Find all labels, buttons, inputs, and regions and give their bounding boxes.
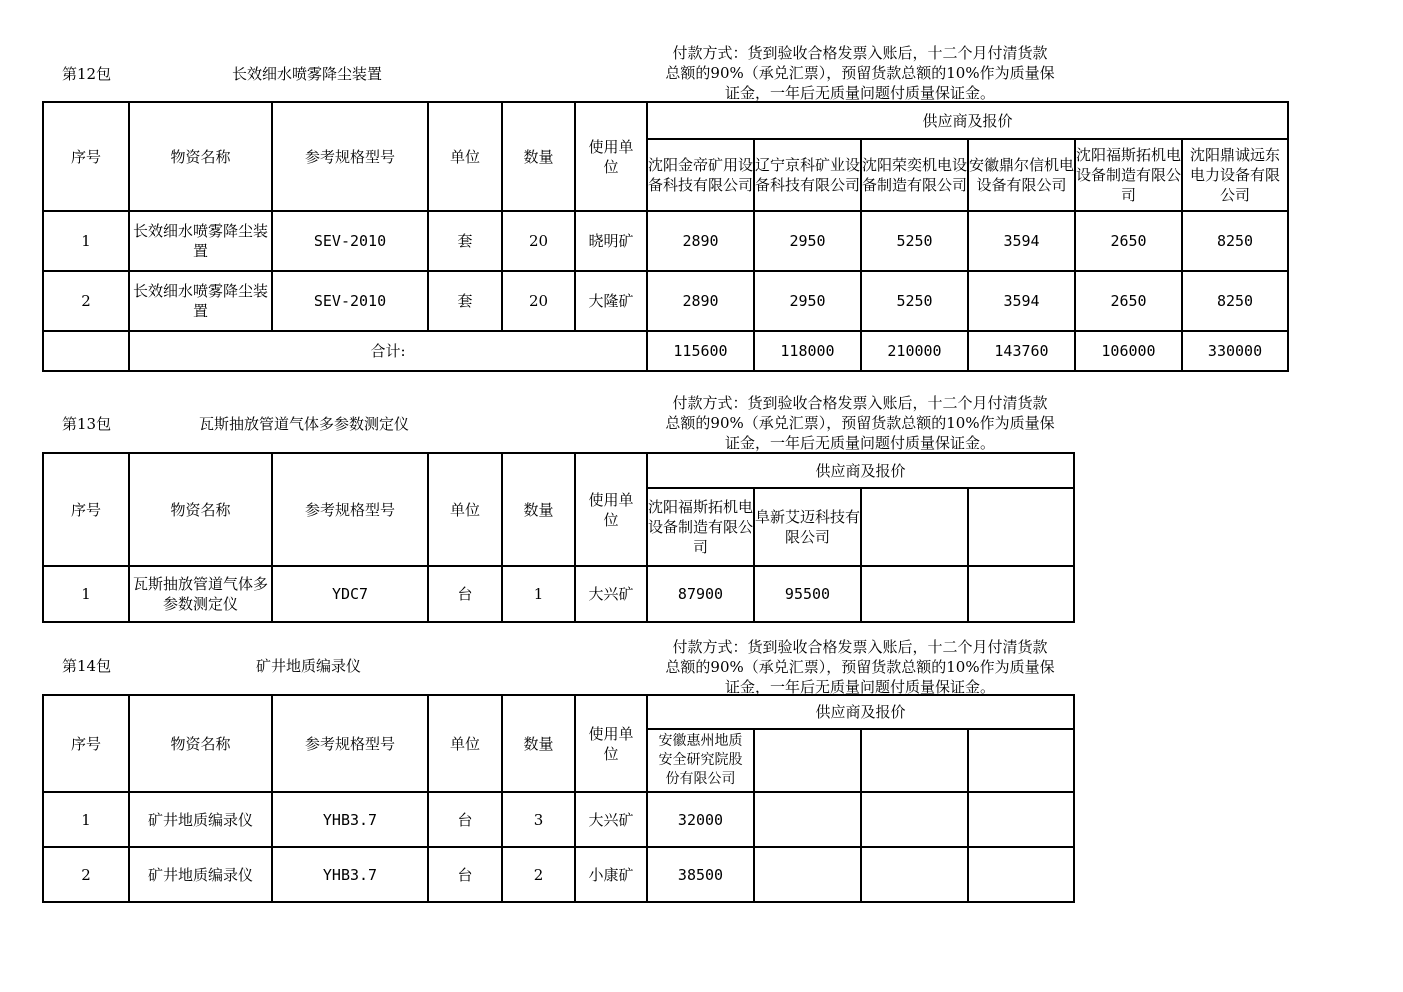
header-unit: 单位 bbox=[428, 102, 502, 211]
supplier-name bbox=[968, 729, 1074, 792]
header-supplier-group: 供应商及报价 bbox=[647, 453, 1074, 488]
header-user: 使用单位 bbox=[575, 695, 647, 792]
header-qty: 数量 bbox=[502, 453, 575, 566]
payment-line: 付款方式：货到验收合格发票入账后，十二个月付清货款 bbox=[672, 394, 1048, 412]
payment-line: 付款方式：货到验收合格发票入账后，十二个月付清货款 bbox=[672, 638, 1048, 656]
row-user: 大兴矿 bbox=[575, 566, 647, 622]
table-row bbox=[43, 271, 1288, 331]
row-qty: 1 bbox=[502, 566, 575, 622]
supplier-name: 安徽鼎尔信机电设备有限公司 bbox=[968, 139, 1075, 211]
row-price bbox=[861, 847, 968, 902]
row-user: 晓明矿 bbox=[575, 211, 647, 271]
header-spec: 参考规格型号 bbox=[272, 102, 428, 211]
row-user: 大兴矿 bbox=[575, 792, 647, 847]
row-price: 2950 bbox=[754, 211, 861, 271]
row-name: 矿井地质编录仪 bbox=[129, 792, 272, 847]
header-seq: 序号 bbox=[43, 102, 129, 211]
row-unit: 台 bbox=[428, 847, 502, 902]
header-unit: 单位 bbox=[428, 453, 502, 566]
package-14-table bbox=[42, 694, 1075, 903]
supplier-name: 沈阳福斯拓机电设备制造有限公司 bbox=[647, 488, 754, 566]
row-price: 8250 bbox=[1182, 211, 1288, 271]
row-seq: 1 bbox=[43, 792, 129, 847]
row-spec: YHB3.7 bbox=[272, 847, 428, 902]
payment-line: 证金，一年后无质量问题付质量保证金。 bbox=[724, 84, 995, 102]
row-spec: YHB3.7 bbox=[272, 792, 428, 847]
row-price bbox=[754, 847, 861, 902]
payment-line: 付款方式：货到验收合格发票入账后，十二个月付清货款 bbox=[672, 44, 1048, 62]
row-price: 8250 bbox=[1182, 271, 1288, 331]
row-qty: 2 bbox=[502, 847, 575, 902]
row-price: 2950 bbox=[754, 271, 861, 331]
row-price bbox=[754, 792, 861, 847]
table-row bbox=[43, 847, 1074, 902]
header-supplier-group: 供应商及报价 bbox=[647, 102, 1288, 139]
row-price: 95500 bbox=[754, 566, 861, 622]
row-name: 瓦斯抽放管道气体多参数测定仪 bbox=[129, 566, 272, 622]
total-value: 143760 bbox=[968, 331, 1075, 371]
total-row bbox=[43, 331, 1288, 371]
header-seq: 序号 bbox=[43, 453, 129, 566]
row-price: 32000 bbox=[647, 792, 754, 847]
row-price: 38500 bbox=[647, 847, 754, 902]
package-13-payment-terms bbox=[648, 393, 1072, 452]
total-blank-cell bbox=[43, 331, 129, 371]
row-price: 2650 bbox=[1075, 211, 1182, 271]
row-seq: 2 bbox=[43, 271, 129, 331]
row-price: 87900 bbox=[647, 566, 754, 622]
header-unit: 单位 bbox=[428, 695, 502, 792]
supplier-name bbox=[968, 488, 1074, 566]
payment-line: 总额的90%（承兑汇票），预留货款总额的10%作为质量保 bbox=[665, 414, 1055, 432]
supplier-name: 安徽惠州地质安全研究院股份有限公司 bbox=[647, 729, 754, 792]
row-qty: 3 bbox=[502, 792, 575, 847]
row-price: 2650 bbox=[1075, 271, 1182, 331]
row-price bbox=[968, 847, 1074, 902]
supplier-name: 沈阳荣奕机电设备制造有限公司 bbox=[861, 139, 968, 211]
total-value: 118000 bbox=[754, 331, 861, 371]
row-unit: 套 bbox=[428, 271, 502, 331]
row-price bbox=[968, 566, 1074, 622]
payment-line: 证金，一年后无质量问题付质量保证金。 bbox=[724, 678, 995, 696]
package-12-label: 第12包 bbox=[62, 65, 112, 83]
total-value: 106000 bbox=[1075, 331, 1182, 371]
supplier-name: 阜新艾迈科技有限公司 bbox=[754, 488, 861, 566]
package-13-table bbox=[42, 452, 1075, 623]
supplier-name: 辽宁京科矿业设备科技有限公司 bbox=[754, 139, 861, 211]
header-user: 使用单位 bbox=[575, 453, 647, 566]
total-value: 330000 bbox=[1182, 331, 1288, 371]
row-name: 长效细水喷雾降尘装置 bbox=[129, 271, 272, 331]
supplier-name bbox=[861, 729, 968, 792]
row-price: 3594 bbox=[968, 211, 1075, 271]
header-user: 使用单位 bbox=[575, 102, 647, 211]
row-price: 5250 bbox=[861, 211, 968, 271]
row-seq: 1 bbox=[43, 566, 129, 622]
row-spec: SEV-2010 bbox=[272, 211, 428, 271]
supplier-name: 沈阳金帝矿用设备科技有限公司 bbox=[647, 139, 754, 211]
row-price: 5250 bbox=[861, 271, 968, 331]
payment-line: 总额的90%（承兑汇票），预留货款总额的10%作为质量保 bbox=[665, 64, 1055, 82]
row-seq: 1 bbox=[43, 211, 129, 271]
package-14-label: 第14包 bbox=[62, 657, 112, 675]
package-14-title: 矿井地质编录仪 bbox=[256, 657, 362, 675]
package-12-table bbox=[42, 101, 1289, 372]
table-row bbox=[43, 792, 1074, 847]
row-spec: YDC7 bbox=[272, 566, 428, 622]
supplier-name: 沈阳鼎诚远东电力设备有限公司 bbox=[1182, 139, 1288, 211]
row-price: 2890 bbox=[647, 211, 754, 271]
row-price: 3594 bbox=[968, 271, 1075, 331]
row-unit: 台 bbox=[428, 566, 502, 622]
row-user: 大隆矿 bbox=[575, 271, 647, 331]
package-12-title: 长效细水喷雾降尘装置 bbox=[232, 65, 383, 83]
row-price bbox=[968, 792, 1074, 847]
package-13-label: 第13包 bbox=[62, 415, 112, 433]
total-label: 合计: bbox=[129, 331, 647, 371]
package-12-payment-terms bbox=[648, 43, 1072, 102]
payment-line: 总额的90%（承兑汇票），预留货款总额的10%作为质量保 bbox=[665, 658, 1055, 676]
table-row bbox=[43, 211, 1288, 271]
table-row bbox=[43, 566, 1074, 622]
package-14-payment-terms bbox=[648, 637, 1072, 696]
supplier-name bbox=[754, 729, 861, 792]
row-name: 长效细水喷雾降尘装置 bbox=[129, 211, 272, 271]
header-spec: 参考规格型号 bbox=[272, 695, 428, 792]
row-user: 小康矿 bbox=[575, 847, 647, 902]
supplier-name bbox=[861, 488, 968, 566]
header-seq: 序号 bbox=[43, 695, 129, 792]
total-value: 115600 bbox=[647, 331, 754, 371]
row-qty: 20 bbox=[502, 271, 575, 331]
row-price: 2890 bbox=[647, 271, 754, 331]
row-spec: SEV-2010 bbox=[272, 271, 428, 331]
row-price bbox=[861, 566, 968, 622]
row-name: 矿井地质编录仪 bbox=[129, 847, 272, 902]
row-unit: 套 bbox=[428, 211, 502, 271]
total-value: 210000 bbox=[861, 331, 968, 371]
supplier-name: 沈阳福斯拓机电设备制造有限公司 bbox=[1075, 139, 1182, 211]
header-qty: 数量 bbox=[502, 102, 575, 211]
payment-line: 证金，一年后无质量问题付质量保证金。 bbox=[724, 434, 995, 452]
header-spec: 参考规格型号 bbox=[272, 453, 428, 566]
row-qty: 20 bbox=[502, 211, 575, 271]
row-seq: 2 bbox=[43, 847, 129, 902]
header-name: 物资名称 bbox=[129, 695, 272, 792]
header-qty: 数量 bbox=[502, 695, 575, 792]
header-supplier-group: 供应商及报价 bbox=[647, 695, 1074, 729]
row-price bbox=[861, 792, 968, 847]
package-13-title: 瓦斯抽放管道气体多参数测定仪 bbox=[199, 415, 410, 433]
row-unit: 台 bbox=[428, 792, 502, 847]
header-name: 物资名称 bbox=[129, 453, 272, 566]
header-name: 物资名称 bbox=[129, 102, 272, 211]
